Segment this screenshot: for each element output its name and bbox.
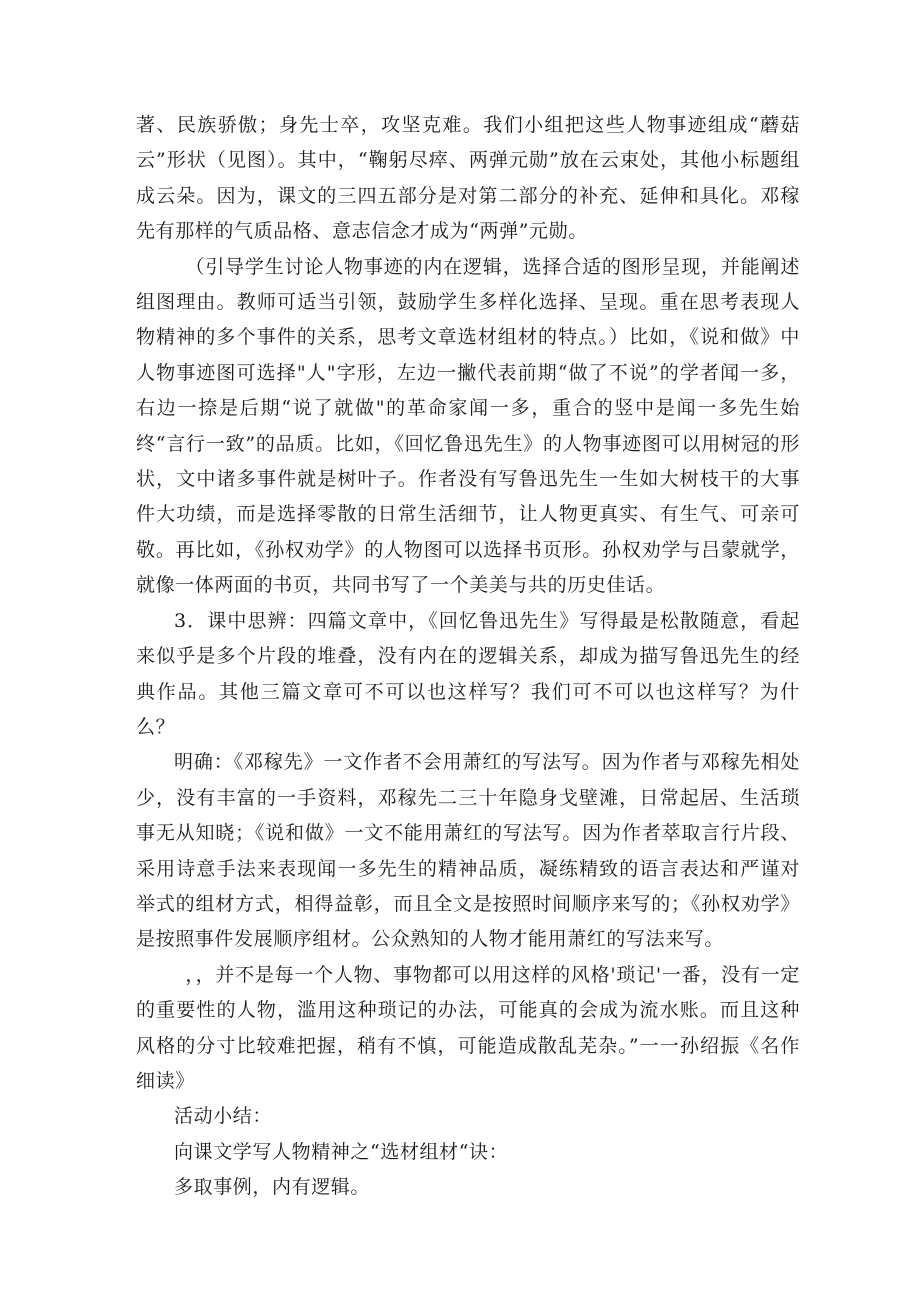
paragraph-summary-conclusion: 多取事例，内有逻辑。 bbox=[174, 1176, 371, 1199]
paragraph-clarification: 明确：《邓稼先》一文作者不会用萧红的写法写。因为作者与邓稼先相处少，没有丰富的一手资料，邓稼先二三十年隐身戈壁滩，日常起居、生活琐事无从知晓；《说和做》一文不能用萧红的写法写。因为作者萃取言行片段、采用诗意手法来表现闻一多先生的精神品质，凝练精致的语言表达和严谨对举式的组材方式，相得益彰，而且全文是按照时间顺序来写的；《孙权劝学》是按照事件发展顺序组材。公众熟知的人物才能用萧红的写法来写。 bbox=[136, 751, 800, 951]
paragraph-mushroom-cloud: 著、民族骄傲；身先士卒，攻坚克难。我们小组把这些人物事迹组成“蘑菇云”形状（见图）。其中，“鞠躬尽瘁、两弹元勋”放在云束处，其他小标题组成云朵。因为，课文的三四五部分是对第二部分的补充、延伸和具化。邓稼先有那样的气质品格、意志信念才成为“两弹”元勋。 bbox=[136, 114, 800, 243]
paragraph-activity-summary-label: 活动小结： bbox=[174, 1105, 273, 1128]
paragraph-summary-formula: 向课文学写人物精神之“选材组材“诀： bbox=[174, 1140, 509, 1163]
paragraph-guidance: （引导学生讨论人物事迹的内在逻辑，选择合适的图形呈现，并能阐述组图理由。教师可适当引领，鼓励学生多样化选择、呈现。重在思考表现人物精神的多个事件的关系，思考文章选材组材的特点。）比如，《说和做》中人物事迹图可选择"人"字形，左边一撇代表前期“做了不说”的学者闻一多，右边一捺是后期“说了就做"的革命家闻一多，重合的竖中是闻一多先生始终“言行一致”的品质。比如，《回忆鲁迅先生》的人物事迹图可以用树冠的形状，文中诸多事件就是树叶子。作者没有写鲁迅先生一生如大树枝干的大事件大功绩，而是选择零散的日常生活细节，让人物更真实、有生气、可亲可敬。再比如，《孙权劝学》的人物图可以选择书页形。孙权劝学与吕蒙就学，就像一体两面的书页，共同书写了一个美美与共的历史佳话。 bbox=[136, 255, 800, 597]
document-body bbox=[136, 108, 800, 1206]
paragraph-quotation: ，，并不是每一个人物、事物都可以用这样的风格'琐记'一番，没有一定的重要性的人物，滥用这种琐记的办法，可能真的会成为流水账。而且这种风格的分寸比较难把握，稍有不慎，可能造成散乱芜杂。”一一孙绍振《名作细读》 bbox=[136, 963, 800, 1092]
paragraph-in-class-reflection: 3．课中思辨：四篇文章中，《回忆鲁迅先生》写得最是松散随意，看起来似乎是多个片段的堆叠，没有内在的逻辑关系，却成为描写鲁迅先生的经典作品。其他三篇文章可不可以也这样写？我们可不可以也这样写？为什么？ bbox=[136, 609, 800, 738]
